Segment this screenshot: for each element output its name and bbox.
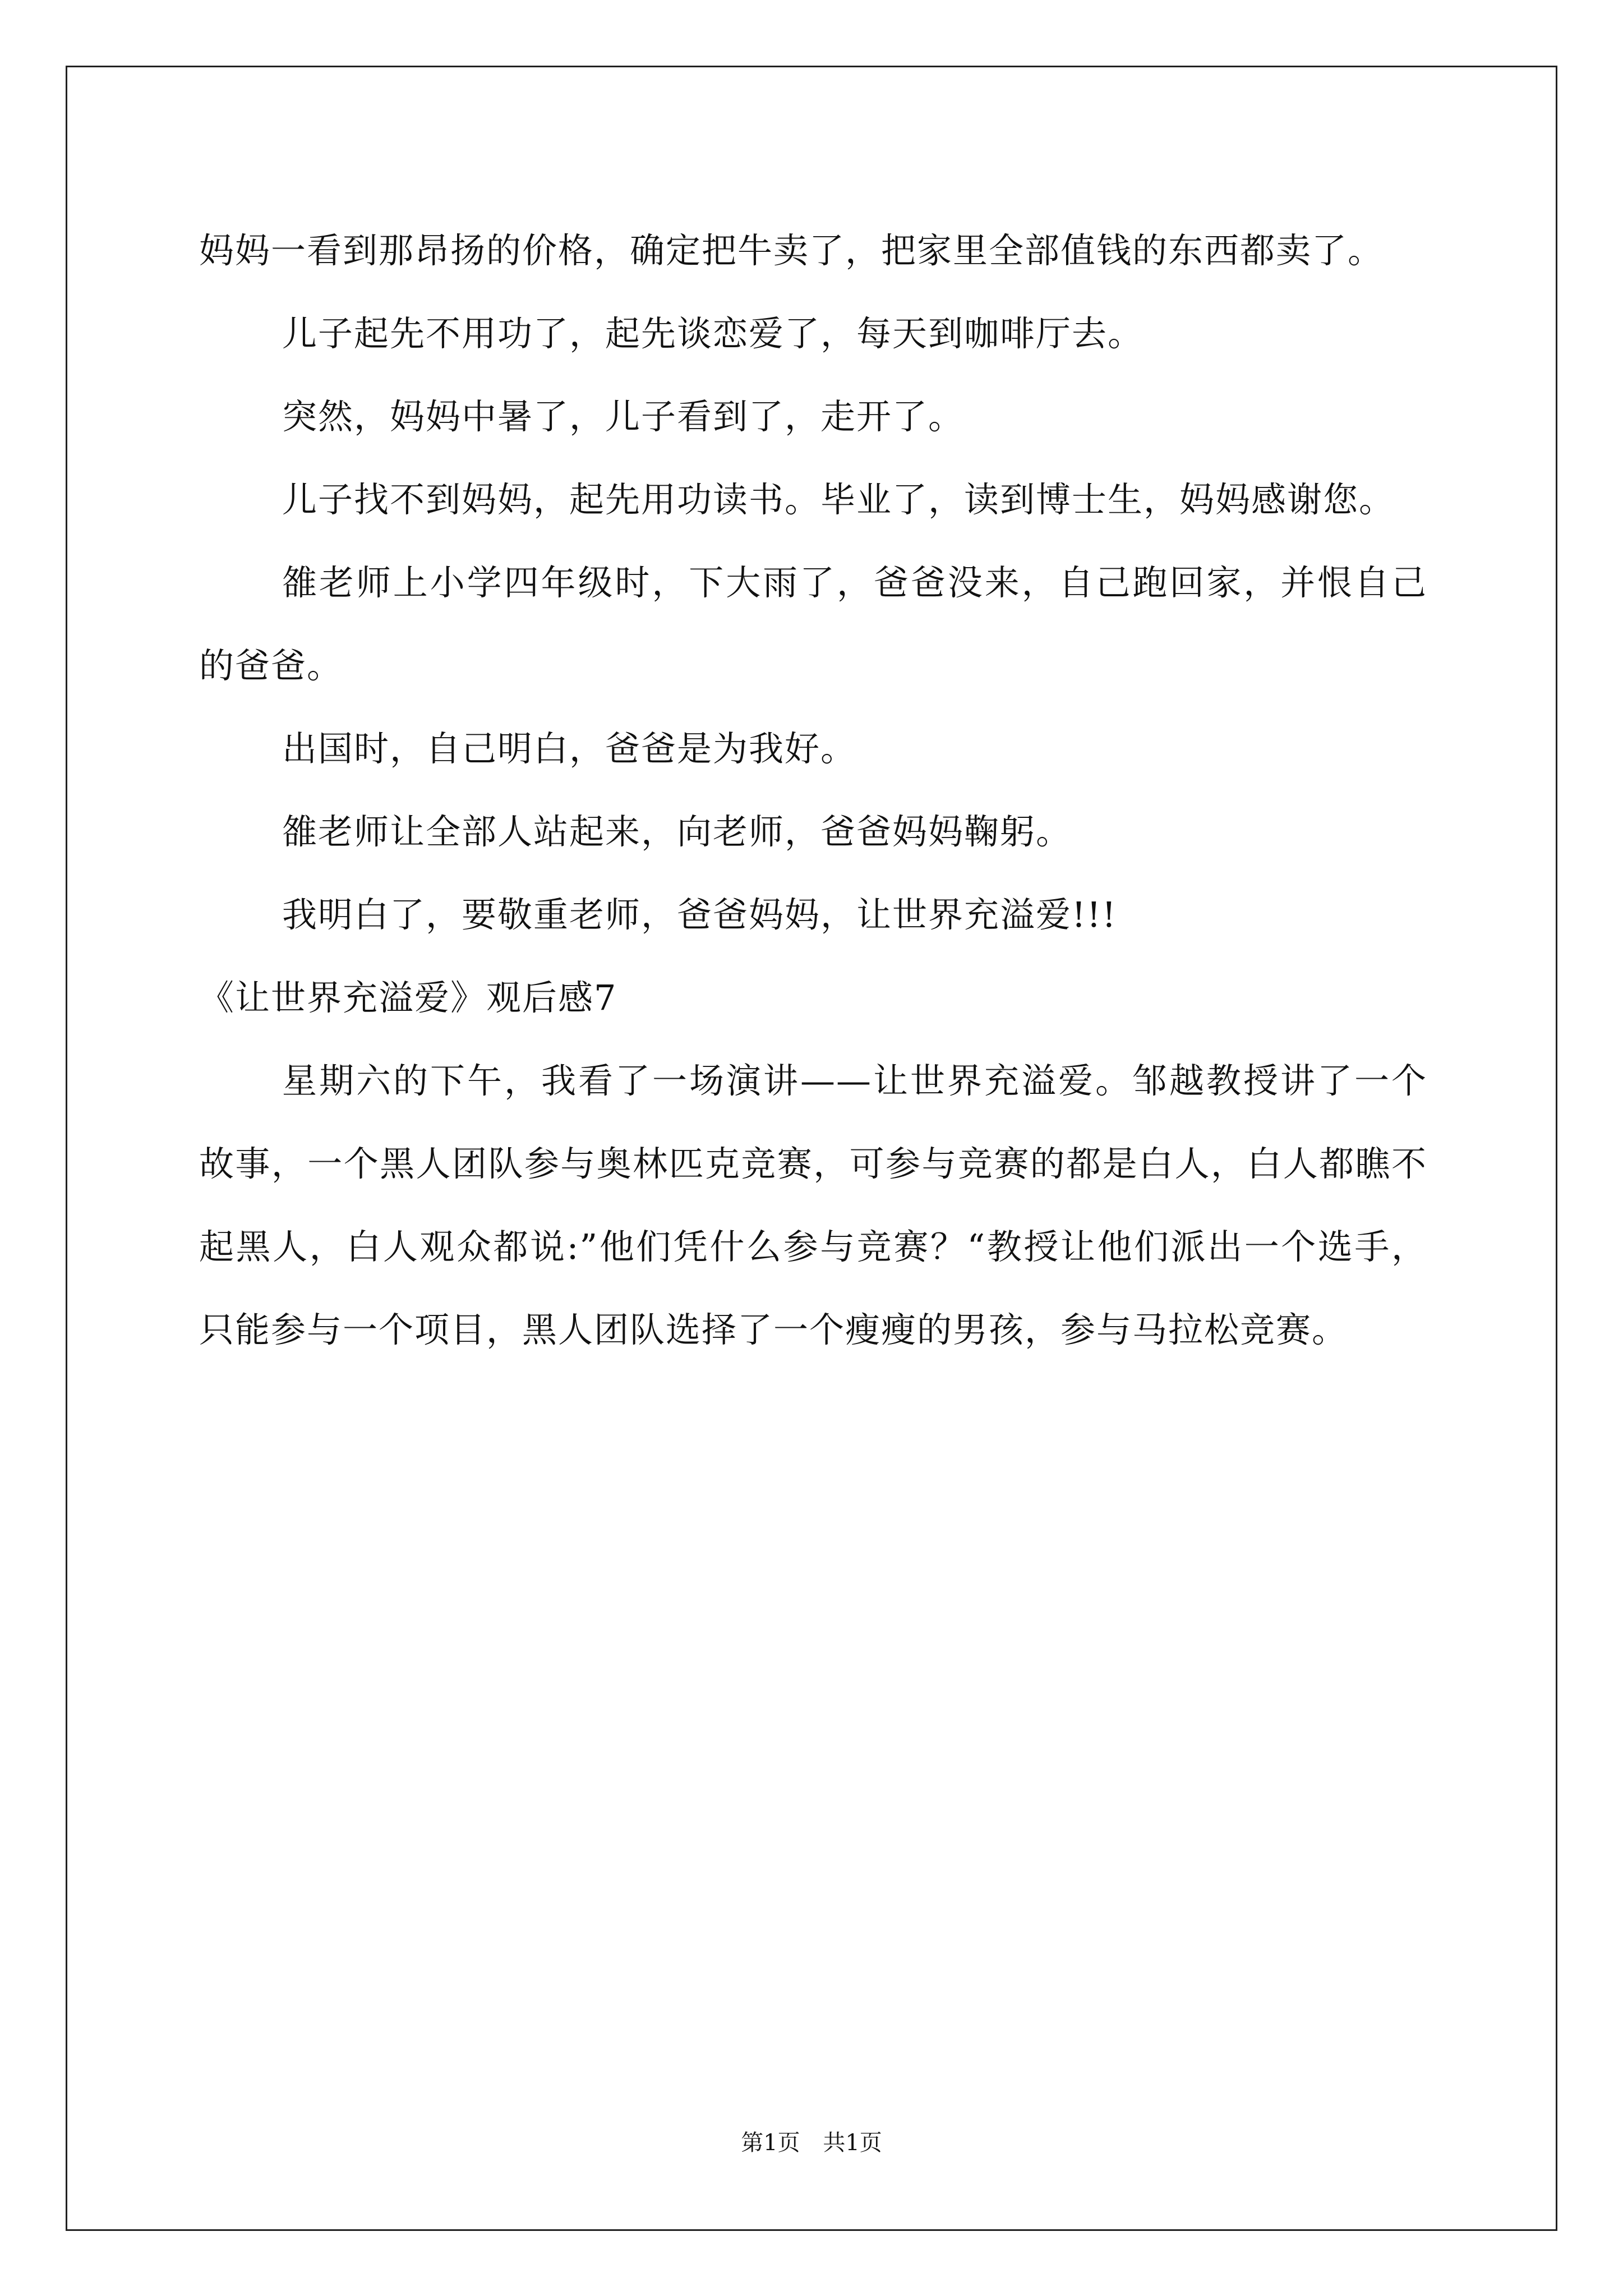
section-paragraph-1: 星期六的下午，我看了一场演讲——让世界充溢爱。邹越教授讲了一个故事，一个黑人团队参与奥林匹克竞赛，可参与竞赛的都是白人，白人都瞧不起黑人，白人观众都说:”他们凭什么参与竞赛？“教授让他们派出一个选手，只能参与一个项目，黑人团队选择了一个瘦瘦的男孩，参与马拉松竞赛。 [199,1060,1427,1350]
page-number-current: 第1页 [741,2130,800,2156]
paragraph-3: 突然，妈妈中暑了，儿子看到了，走开了。 [282,396,965,437]
page-footer [0,2126,1623,2160]
document-body [199,209,1427,1372]
paragraph-4: 儿子找不到妈妈，起先用功读书。毕业了，读到博士生，妈妈感谢您。 [282,479,1395,520]
paragraph-5: 雒老师上小学四年级时，下大雨了，爸爸没来，自己跑回家，并恨自己的爸爸。 [199,562,1427,686]
paragraph-6: 出国时，自己明白，爸爸是为我好。 [282,728,857,769]
section-heading: 《让世界充溢爱》观后感7 [199,977,617,1018]
paragraph-1: 妈妈一看到那昂扬的价格，确定把牛卖了，把家里全部值钱的东西都卖了。 [199,230,1384,271]
paragraph-8: 我明白了，要敬重老师，爸爸妈妈，让世界充溢爱!!! [282,894,1117,935]
paragraph-7: 雒老师让全部人站起来，向老师，爸爸妈妈鞠躬。 [282,811,1072,852]
page-number-total: 共1页 [823,2130,882,2156]
paragraph-2: 儿子起先不用功了，起先谈恋爱了，每天到咖啡厅去。 [282,313,1144,354]
